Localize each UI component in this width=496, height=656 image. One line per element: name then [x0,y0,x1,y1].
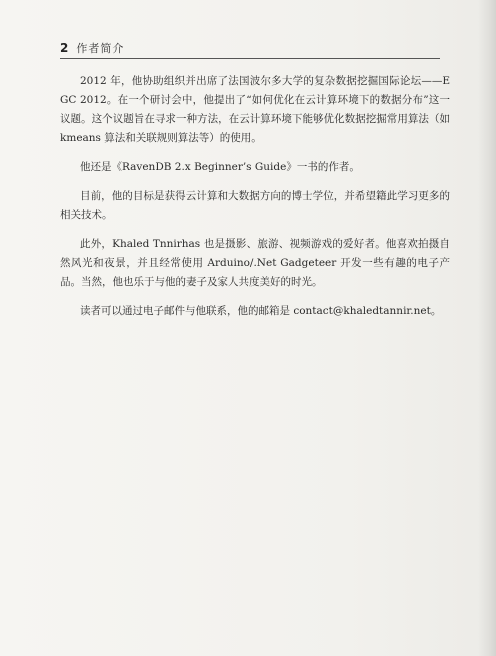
page-body [60,72,450,331]
paragraph-contact: 读者可以通过电子邮件与他联系，他的邮箱是 contact@khaledtannir.net。 [80,305,442,317]
page-number: 2 [60,41,69,55]
page-edge-shadow [478,0,496,656]
paragraph-egc-forum: 2012 年，他协助组织并出席了法国波尔多大学的复杂数据挖掘国际论坛——EGC 2012。在一个研讨会中，他提出了“如何优化在云计算环境下的数据分布”这一议题。这个议题旨在寻求一种方法，在云计算环境下能够优化数据挖掘常用算法（如 kmeans 算法和关联规则算法等）的使用。 [60,75,450,144]
paragraph-hobbies: 此外，Khaled Tnnirhas 也是摄影、旅游、视频游戏的爱好者。他喜欢拍摄自然风光和夜景，并且经常使用 Arduino/.Net Gadgeteer 开发一些有趣的电子产品。当然，他也乐于与他的妻子及家人共度美好的时光。 [60,238,450,288]
paragraph-goal: 目前，他的目标是获得云计算和大数据方向的博士学位，并希望籍此学习更多的相关技术。 [60,190,450,221]
header-rule [60,58,440,59]
paragraph-book-author: 他还是《RavenDB 2.x Beginner’s Guide》一书的作者。 [80,161,360,173]
section-title: 作者简介 [76,42,125,55]
running-header [60,40,440,58]
